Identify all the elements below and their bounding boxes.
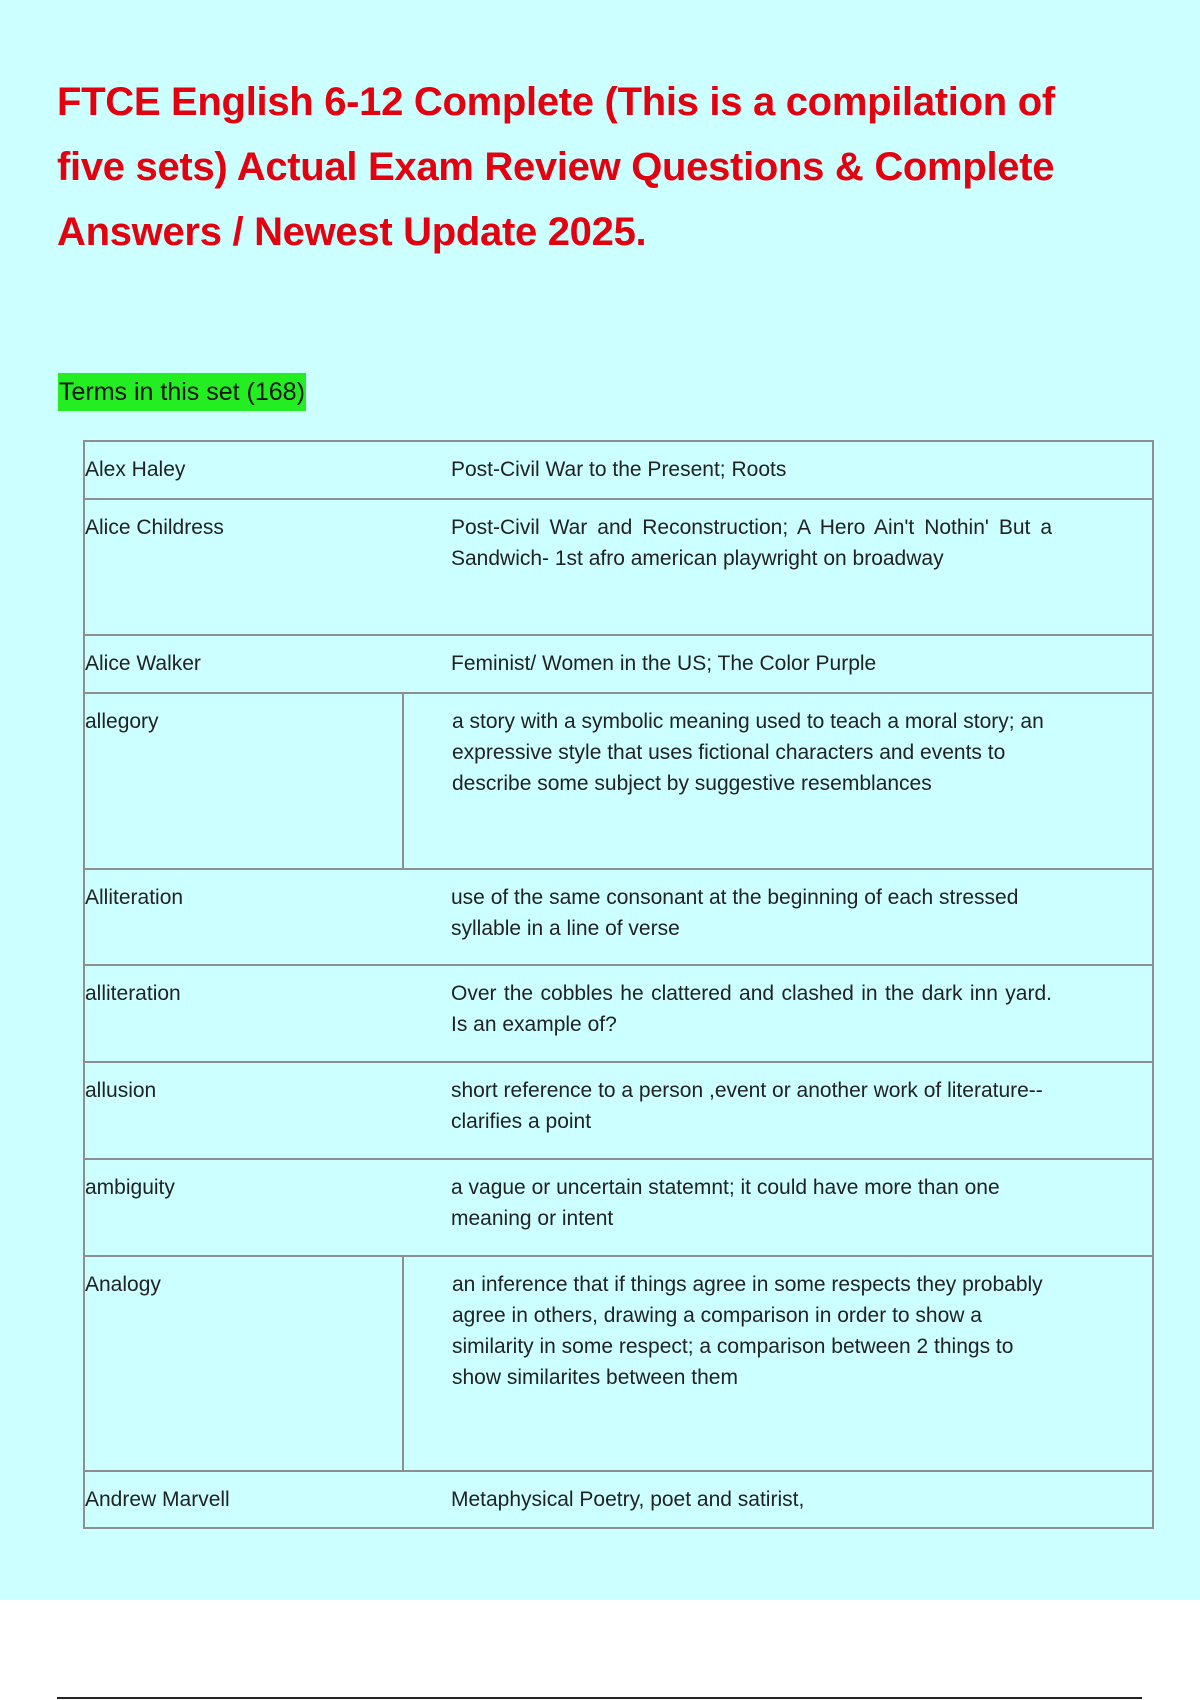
definition-cell: a vague or uncertain statemnt; it could have more than one meaning or intent [403, 1159, 1153, 1256]
definition-cell: Post-Civil War to the Present; Roots [403, 441, 1153, 499]
definition-cell: Over the cobbles he clattered and clashed in the dark inn yard. Is an example of? [403, 965, 1153, 1062]
term-cell: alliteration [84, 965, 403, 1062]
term-cell: Analogy [84, 1256, 403, 1471]
definition-cell: use of the same consonant at the beginning of each stressed syllable in a line of verse [403, 869, 1153, 965]
definition-cell: Metaphysical Poetry, poet and satirist, [403, 1471, 1153, 1528]
term-cell: allusion [84, 1062, 403, 1159]
table-row [84, 1256, 1153, 1471]
term-cell: Alliteration [84, 869, 403, 965]
table-row [84, 965, 1153, 1062]
term-cell: ambiguity [84, 1159, 403, 1256]
table-row [84, 441, 1153, 499]
table-row [84, 693, 1153, 869]
table-row [84, 1159, 1153, 1256]
table-row [84, 1062, 1153, 1159]
term-cell: Andrew Marvell [84, 1471, 403, 1528]
term-cell: allegory [84, 693, 403, 869]
term-cell: Alice Walker [84, 635, 403, 693]
definition-cell: an inference that if things agree in some respects they probably agree in others, drawing a comparison in order to show a similarity in some respect; a comparison between 2 things to show similarites between them [403, 1256, 1153, 1471]
table-row [84, 635, 1153, 693]
term-cell: Alex Haley [84, 441, 403, 499]
terms-table [83, 440, 1154, 1529]
page-title: FTCE English 6-12 Complete (This is a compilation of five sets) Actual Exam Review Questions & Complete Answers / Newest Update 2025. [57, 80, 1055, 254]
definition-cell: Post-Civil War and Reconstruction; A Hero Ain't Nothin' But a Sandwich- 1st afro american playwright on broadway [403, 499, 1153, 635]
definition-cell: short reference to a person ,event or another work of literature--clarifies a point [403, 1062, 1153, 1159]
definition-cell: Feminist/ Women in the US; The Color Purple [403, 635, 1153, 693]
footer-divider [57, 1697, 1142, 1699]
table-row [84, 869, 1153, 965]
term-cell: Alice Childress [84, 499, 403, 635]
terms-count-label: Terms in this set (168) [58, 373, 306, 411]
table-row [84, 499, 1153, 635]
definition-cell: a story with a symbolic meaning used to teach a moral story; an expressive style that uses fictional characters and events to describe some subject by suggestive resemblances [403, 693, 1153, 869]
table-row [84, 1471, 1153, 1528]
